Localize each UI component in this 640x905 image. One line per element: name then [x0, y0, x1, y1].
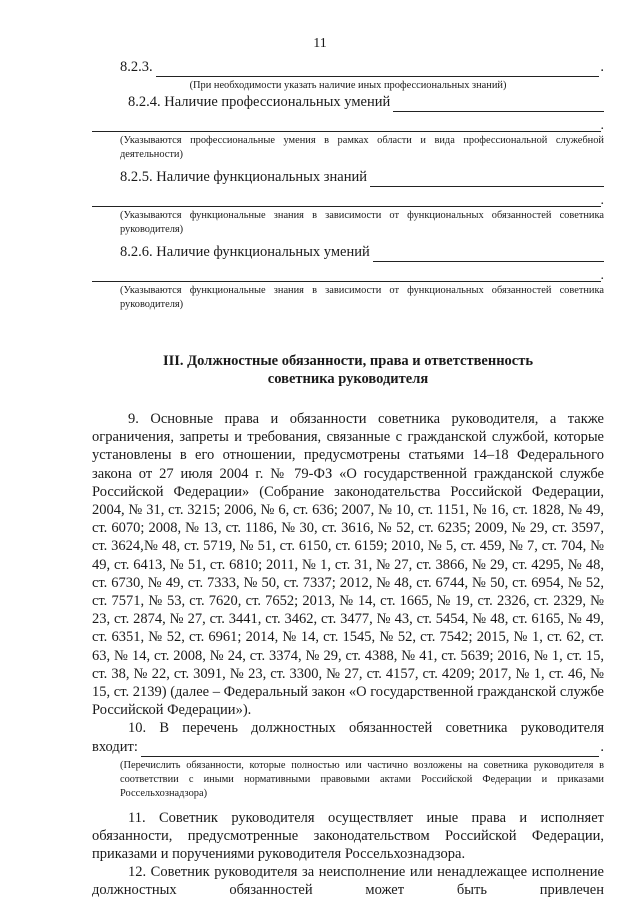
- item-8-2-5-note: (Указываются функциональные знания в зависимости от функциональных обязанностей советника руководителя): [120, 210, 604, 235]
- blank-line-row: .: [92, 116, 604, 132]
- item-8-2-3-label: 8.2.3.: [120, 59, 153, 75]
- page-number: 11: [313, 36, 327, 51]
- item-8-2-4-label: 8.2.4. Наличие профессиональных умений: [128, 94, 391, 110]
- item-8-2-6-label: 8.2.6. Наличие функциональных умений: [120, 244, 370, 260]
- paragraph-11: 11. Советник руководителя осуществляет иные права и исполняет обязанности, предусмотренные законодательством Российской Федерации, приказами и поручениями руководителя Россельхознадзора.: [92, 809, 604, 863]
- blank-line: [370, 172, 604, 187]
- blank-line: [156, 62, 600, 77]
- paragraph-9: 9. Основные права и обязанности советника руководителя, а также ограничения, запреты и требования, связанные с гражданской службой, которые установлены в его отношении, предусмотрены статьями 14–18 Федерального закона от 27 июля 2004 г. № 79-ФЗ «О государственной гражданской службе Российской Федерации» (Собрание законодательства Российской Федерации, 2004, № 31, ст. 3215; 2006, № 6, ст. 636; 2007, № 10, ст. 1151, № 16, ст. 1828, № 49, ст. 6070; 2008, № 13, ст. 1186, № 30, ст. 3616, № 52, ст. 6235; 2009, № 29, ст. 3597, ст. 3624,№ 48, ст. 5719, № 51, ст. 6150, ст. 6159; 2010, № 5, ст. 459, № 7, ст. 704, № 49, ст. 6413, № 51, ст. 6810; 2011, № 1, ст. 31, № 27, ст. 3866, № 29, ст. 4295, № 48, ст. 6730, № 49, ст. 7333, № 50, ст. 7337; 2012, № 48, ст. 6744, № 50, ст. 6954, № 52, ст. 7571, № 53, ст. 7620, ст. 7652; 2013, № 14, ст. 1665, № 19, ст. 2326, ст. 2329, № 23, ст. 2874, № 27, ст. 3441, ст. 3462, ст. 3477, № 43, ст. 5454, № 48, ст. 6165, № 49, ст. 6351, № 52, ст. 6961; 2014, № 14, ст. 1545, № 52, ст. 7542; 2015, № 1, ст. 62, ст. 63, № 14, ст. 2008, № 24, ст. 3374, № 29, ст. 4388, № 41, ст. 5639; 2016, № 1, ст. 15, ст. 38, № 22, ст. 3091, № 23, ст. 3300, № 27, ст. 4157, ст. 4209; 2017, № 1, ст. 46, № 15, ст. 2139) (далее – Федеральный закон «О государственной гражданской службе Российской Федерации»).: [92, 411, 604, 719]
- paragraph-10-line1: 10. В перечень должностных обязанностей советника руководителя: [128, 720, 604, 737]
- blank-line-row: .: [92, 266, 604, 282]
- item-8-2-3: 8.2.3. .: [120, 59, 604, 75]
- blank-line-row: .: [92, 191, 604, 207]
- item-8-2-3-note: (При необходимости указать наличие иных профессиональных знаний): [189, 80, 507, 91]
- item-8-2-4: [92, 93, 604, 112]
- document-page: [92, 58, 604, 900]
- item-8-2-4-note: (Указываются профессиональные умения в рамках области и вида профессиональной служебной деятельности): [120, 135, 604, 160]
- item-8-2-6-note: (Указываются функциональные знания в зависимости от функциональных обязанностей советника руководителя): [120, 285, 604, 310]
- section-heading: [92, 352, 604, 388]
- item-8-2-6: [92, 243, 604, 262]
- paragraph-12: 12. Советник руководителя за неисполнение или ненадлежащее исполнение должностных обязанностей может быть привлечен: [92, 864, 604, 899]
- section-title-line1: III. Должностные обязанности, права и ответственность: [162, 353, 534, 369]
- paragraph-10-line2: входит: .: [92, 738, 604, 755]
- blank-line: [141, 742, 599, 757]
- item-8-2-5: [92, 168, 604, 187]
- paragraph-10-lead: входит:: [92, 738, 138, 755]
- item-8-2-5-label: 8.2.5. Наличие функциональных знаний: [120, 169, 368, 185]
- section-title-line2: советника руководителя: [267, 371, 429, 387]
- blank-line: [393, 97, 604, 112]
- paragraph-10-note: (Перечислить обязанности, которые полностью или частично возложены на советника руководителя в соответствии с иными нормативными правовыми актами Российской Федерации и приказами Россельхознадзора): [120, 759, 604, 799]
- blank-line: [373, 247, 604, 262]
